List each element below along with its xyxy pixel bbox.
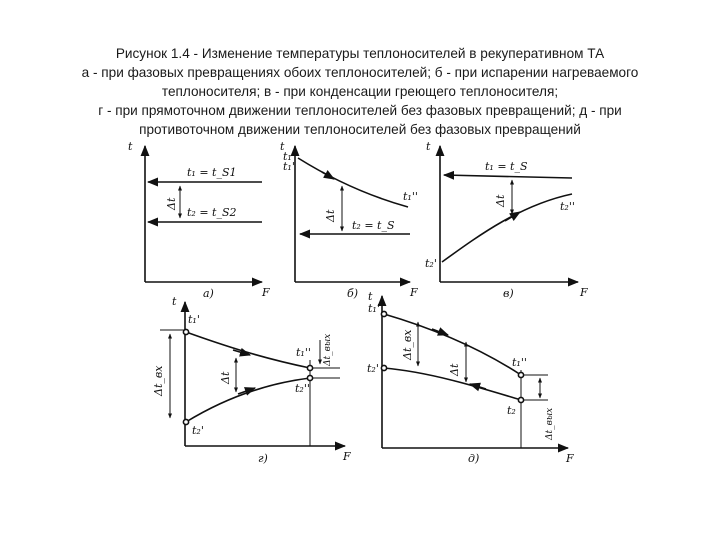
- panel-d-point-t2-in: [381, 365, 386, 370]
- panel-d-point-t2-out: [518, 397, 523, 402]
- panel-v-axis-f-label: F: [580, 286, 588, 299]
- panel-g-caption: г): [258, 452, 268, 465]
- panel-b-t2-label: t₂ = t_S: [352, 219, 395, 232]
- panel-b-t1-arrow: [322, 172, 334, 179]
- panel-v-t2-in-label: t₂': [425, 257, 437, 270]
- panel-g-dt-label: Δt: [219, 371, 232, 384]
- panel-b-t1-in-label: t₁': [283, 150, 295, 163]
- panel-a-axis-t-label: t: [128, 140, 133, 153]
- panel-v-t2-curve: [442, 194, 572, 262]
- panel-d-dt-label: Δt: [448, 363, 461, 376]
- caption-line-5: противоточном движении теплоносителей без фазовых превращений: [139, 122, 581, 137]
- panel-d-dt-in-label: Δt_вх: [401, 329, 414, 360]
- caption-line-2: а - при фазовых превращениях обоих теплоносителей; б - при испарении нагреваемого: [81, 65, 639, 80]
- panel-g-t1-in-label: t₁': [188, 313, 200, 326]
- panel-g-t2-curve: [186, 378, 310, 422]
- panel-b-t1-curve: [298, 158, 408, 207]
- panel-d-t2-out-label: t₂: [507, 404, 516, 417]
- panel-v-axis-t-label: t: [426, 140, 431, 153]
- panel-g-dt-in-label: Δt_вх: [152, 365, 165, 396]
- panel-d-caption: д): [468, 452, 480, 465]
- panel-a-dt-label: Δt: [165, 197, 178, 210]
- panel-b-axis-f-label: F: [410, 286, 418, 299]
- panel-a-caption: а): [203, 287, 214, 300]
- panel-b-t1-in-label-2: t₁': [283, 160, 295, 173]
- panel-v-t1-label: t₁ = t_S: [485, 160, 528, 173]
- panel-d-dt-out-label: Δt_вых: [545, 407, 555, 440]
- panel-a-t2-label: t₂ = t_S2: [187, 206, 237, 219]
- panel-d-t1-out-label: t₁'': [512, 356, 527, 369]
- panel-d-point-t1-out: [518, 372, 523, 377]
- caption-line-3: теплоносителя; в - при конденсации греющего теплоносителя;: [161, 84, 559, 99]
- panel-g-t2-out-label: t₂'': [295, 382, 310, 395]
- panel-d-axis-t-label: t: [368, 290, 373, 303]
- panel-g-axis-f-label: F: [343, 450, 351, 463]
- panel-a-t1-label: t₁ = t_S1: [187, 166, 237, 179]
- panel-d: [381, 296, 568, 448]
- panel-v-t1-line: [444, 175, 572, 178]
- panel-g-point-t1-out: [307, 365, 312, 370]
- panel-g-axis-t-label: t: [172, 295, 177, 308]
- caption-line-4: г - при прямоточном движении теплоносителей без фазовых превращений; д - при: [98, 103, 622, 118]
- panel-b: [295, 146, 410, 282]
- panel-g-t2-in-label: t₂': [192, 424, 204, 437]
- panel-g-t1-out-label: t₁'': [296, 346, 311, 359]
- panel-b-axis-t-label: t: [280, 140, 285, 153]
- panel-v-dt-label: Δt: [494, 194, 507, 207]
- panel-d-point-t1-in: [381, 311, 386, 316]
- panel-b-t1-out-label: t₁'': [403, 190, 418, 203]
- panel-g-point-t1-in: [183, 329, 188, 334]
- panel-g-point-t2-out: [307, 375, 312, 380]
- panel-v-t2-out-label: t₂'': [560, 200, 575, 213]
- panel-g-t1-curve: [186, 332, 310, 368]
- panel-b-dt-label: Δt: [324, 209, 337, 222]
- caption-line-1: Рисунок 1.4 - Изменение температуры теплоносителей в рекуперативном ТА: [115, 46, 605, 61]
- panel-b-caption: б): [347, 287, 359, 300]
- panel-g-dt-out-label: Δt_вых: [323, 333, 333, 366]
- panel-d-axis-f-label: F: [566, 452, 574, 465]
- panel-d-t2-in-label: t₂': [367, 362, 379, 375]
- panel-d-t1-in-label: t₁': [368, 302, 380, 315]
- panel-a-axis-f-label: F: [262, 286, 270, 299]
- panel-g-point-t2-in: [183, 419, 188, 424]
- panel-v-caption: в): [503, 287, 514, 300]
